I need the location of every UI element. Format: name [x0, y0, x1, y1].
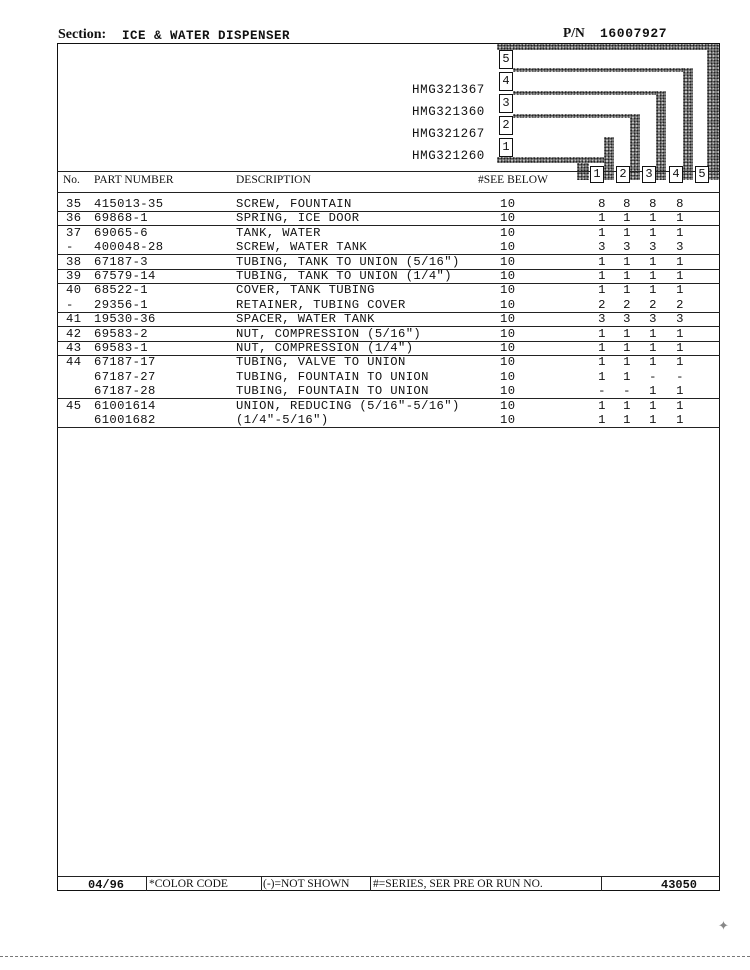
- header-no: No.: [63, 174, 80, 186]
- row-part-number: 29356-1: [94, 298, 148, 312]
- row-qty-col-2: 1: [623, 341, 631, 355]
- row-see-below: 10: [500, 298, 516, 312]
- row-description: NUT, COMPRESSION (5/16"): [236, 327, 422, 341]
- footer-not-shown: (-)=NOT SHOWN: [263, 878, 350, 890]
- row-description: NUT, COMPRESSION (1/4"): [236, 341, 414, 355]
- part-number-value: 16007927: [600, 26, 668, 41]
- row-item-number: 42: [66, 327, 82, 341]
- row-part-number: 69583-2: [94, 327, 148, 341]
- row-qty-col-4: 3: [676, 240, 684, 254]
- row-qty-col-1: 3: [598, 312, 606, 326]
- row-qty-col-3: 1: [649, 269, 657, 283]
- table-row: [0, 226, 750, 240]
- row-qty-col-2: 1: [623, 355, 631, 369]
- row-qty-col-1: 1: [598, 226, 606, 240]
- row-qty-col-3: 1: [649, 413, 657, 427]
- bottom-edge: [0, 956, 750, 957]
- header-see-below: #SEE BELOW: [478, 174, 548, 186]
- row-qty-col-3: 3: [649, 240, 657, 254]
- col-box-3: 3: [642, 166, 656, 183]
- row-qty-col-3: 1: [649, 327, 657, 341]
- row-qty-col-3: 1: [649, 355, 657, 369]
- section-label: Section:: [58, 27, 107, 42]
- table-row: [0, 312, 750, 326]
- row-see-below: 10: [500, 413, 516, 427]
- row-item-number: -: [66, 240, 74, 254]
- row-qty-col-2: 1: [623, 327, 631, 341]
- table-row: [0, 327, 750, 341]
- row-qty-col-1: 1: [598, 413, 606, 427]
- row-description: TUBING, TANK TO UNION (1/4"): [236, 269, 452, 283]
- row-qty-col-3: 8: [649, 197, 657, 211]
- table-row: [0, 384, 750, 398]
- row-qty-col-2: 1: [623, 226, 631, 240]
- row-description: COVER, TANK TUBING: [236, 283, 375, 297]
- row-qty-col-2: 1: [623, 269, 631, 283]
- scan-mark: ✦: [718, 918, 729, 933]
- row-qty-col-1: 3: [598, 240, 606, 254]
- row-see-below: 10: [500, 341, 516, 355]
- row-item-number: 44: [66, 355, 82, 369]
- row-qty-col-1: -: [598, 384, 606, 398]
- row-qty-col-1: 1: [598, 327, 606, 341]
- row-part-number: 69065-6: [94, 226, 148, 240]
- row-item-number: 38: [66, 255, 82, 269]
- row-qty-col-4: 1: [676, 255, 684, 269]
- row-qty-col-4: 1: [676, 327, 684, 341]
- row-part-number: 69868-1: [94, 211, 148, 225]
- row-item-number: -: [66, 298, 74, 312]
- row-description: TANK, WATER: [236, 226, 321, 240]
- model-box-2: 2: [499, 116, 513, 135]
- col-box-4: 4: [669, 166, 683, 183]
- row-qty-col-2: 1: [623, 399, 631, 413]
- footer-divider-1: [146, 876, 147, 891]
- row-item-number: 39: [66, 269, 82, 283]
- row-qty-col-4: 1: [676, 341, 684, 355]
- footer-date: 04/96: [88, 878, 125, 892]
- model-band-2-h: [513, 114, 639, 118]
- row-see-below: 10: [500, 240, 516, 254]
- footer-rule: [57, 876, 720, 877]
- table-row: [0, 370, 750, 384]
- footer-divider-4: [601, 876, 602, 891]
- row-part-number: 67187-27: [94, 370, 156, 384]
- model-band-5: [707, 44, 719, 180]
- row-description: TUBING, TANK TO UNION (5/16"): [236, 255, 460, 269]
- row-see-below: 10: [500, 355, 516, 369]
- table-row: [0, 283, 750, 297]
- row-item-number: 45: [66, 399, 82, 413]
- row-qty-col-4: 8: [676, 197, 684, 211]
- row-description: UNION, REDUCING (5/16"-5/16"): [236, 399, 460, 413]
- model-band-3-h: [513, 91, 665, 95]
- model-band-1: [604, 137, 614, 180]
- row-qty-col-1: 1: [598, 283, 606, 297]
- table-row: [0, 298, 750, 312]
- row-qty-col-3: 3: [649, 312, 657, 326]
- row-part-number: 415013-35: [94, 197, 164, 211]
- row-qty-col-4: 1: [676, 399, 684, 413]
- row-description: TUBING, FOUNTAIN TO UNION: [236, 370, 429, 384]
- row-see-below: 10: [500, 370, 516, 384]
- model-box-1: 1: [499, 138, 513, 157]
- row-qty-col-2: 3: [623, 312, 631, 326]
- row-item-number: 35: [66, 197, 82, 211]
- row-see-below: 10: [500, 384, 516, 398]
- row-qty-col-2: 1: [623, 413, 631, 427]
- row-qty-col-2: -: [623, 384, 631, 398]
- col-box-1: 1: [590, 166, 604, 183]
- row-qty-col-4: 1: [676, 413, 684, 427]
- header-part-number: PART NUMBER: [94, 174, 174, 186]
- footer-page-number: 43050: [661, 878, 698, 892]
- row-see-below: 10: [500, 283, 516, 297]
- row-qty-col-2: 1: [623, 255, 631, 269]
- row-description: TUBING, FOUNTAIN TO UNION: [236, 384, 429, 398]
- row-qty-col-1: 1: [598, 269, 606, 283]
- row-qty-col-2: 2: [623, 298, 631, 312]
- row-see-below: 10: [500, 269, 516, 283]
- row-qty-col-4: 1: [676, 269, 684, 283]
- footer-divider-2: [261, 876, 262, 891]
- table-row: [0, 399, 750, 413]
- row-description: SPRING, ICE DOOR: [236, 211, 360, 225]
- row-see-below: 10: [500, 327, 516, 341]
- table-row: [0, 269, 750, 283]
- row-qty-col-2: 1: [623, 370, 631, 384]
- row-see-below: 10: [500, 226, 516, 240]
- row-qty-col-3: 1: [649, 341, 657, 355]
- row-see-below: 10: [500, 312, 516, 326]
- row-item-number: 43: [66, 341, 82, 355]
- row-part-number: 67187-3: [94, 255, 148, 269]
- row-qty-col-1: 8: [598, 197, 606, 211]
- row-qty-col-1: 1: [598, 341, 606, 355]
- table-row: [0, 197, 750, 211]
- model-name-1: HMG321260: [412, 149, 485, 163]
- model-name-2: HMG321267: [412, 127, 485, 141]
- col-box-2: 2: [616, 166, 630, 183]
- model-box-5: 5: [499, 50, 513, 69]
- row-qty-col-4: 1: [676, 226, 684, 240]
- row-see-below: 10: [500, 255, 516, 269]
- row-qty-col-1: 1: [598, 255, 606, 269]
- row-qty-col-3: 1: [649, 283, 657, 297]
- row-qty-col-4: 1: [676, 384, 684, 398]
- row-qty-col-4: -: [676, 370, 684, 384]
- model-band-3: [656, 91, 666, 180]
- model-band-4: [683, 68, 693, 180]
- row-description: TUBING, VALVE TO UNION: [236, 355, 406, 369]
- row-see-below: 10: [500, 211, 516, 225]
- row-part-number: 67187-28: [94, 384, 156, 398]
- table-row: [0, 341, 750, 355]
- row-part-number: 68522-1: [94, 283, 148, 297]
- header-bottom-rule: [57, 192, 720, 193]
- row-item-number: 36: [66, 211, 82, 225]
- row-qty-col-2: 3: [623, 240, 631, 254]
- row-description: (1/4"-5/16"): [236, 413, 329, 427]
- row-qty-col-2: 8: [623, 197, 631, 211]
- model-name-4: HMG321367: [412, 83, 485, 97]
- row-see-below: 10: [500, 399, 516, 413]
- row-qty-col-3: 1: [649, 211, 657, 225]
- model-band-4-h: [513, 68, 691, 72]
- row-part-number: 19530-36: [94, 312, 156, 326]
- model-box-4: 4: [499, 72, 513, 91]
- row-qty-col-4: 1: [676, 355, 684, 369]
- row-part-number: 67579-14: [94, 269, 156, 283]
- section-title: ICE & WATER DISPENSER: [122, 29, 291, 43]
- row-item-number: 40: [66, 283, 82, 297]
- part-number-label: P/N: [563, 25, 585, 40]
- row-qty-col-3: 1: [649, 255, 657, 269]
- row-qty-col-1: 1: [598, 370, 606, 384]
- row-qty-col-4: 2: [676, 298, 684, 312]
- model-box-3: 3: [499, 94, 513, 113]
- table-row: [0, 413, 750, 427]
- row-description: SPACER, WATER TANK: [236, 312, 375, 326]
- footer-color-code: *COLOR CODE: [149, 878, 228, 890]
- footer-divider-3: [370, 876, 371, 891]
- row-qty-col-2: 1: [623, 211, 631, 225]
- row-qty-col-3: 1: [649, 399, 657, 413]
- model-name-3: HMG321360: [412, 105, 485, 119]
- model-band-1-h: [497, 157, 613, 163]
- row-qty-col-1: 2: [598, 298, 606, 312]
- table-row: [0, 240, 750, 254]
- row-qty-col-4: 1: [676, 283, 684, 297]
- row-rule: [57, 427, 720, 428]
- row-part-number: 69583-1: [94, 341, 148, 355]
- row-part-number: 61001614: [94, 399, 156, 413]
- row-see-below: 10: [500, 197, 516, 211]
- row-qty-col-3: 1: [649, 226, 657, 240]
- row-qty-col-1: 1: [598, 211, 606, 225]
- row-part-number: 400048-28: [94, 240, 164, 254]
- model-band-top: [497, 44, 719, 50]
- table-row: [0, 355, 750, 369]
- row-qty-col-2: 1: [623, 283, 631, 297]
- row-qty-col-3: -: [649, 370, 657, 384]
- row-item-number: 41: [66, 312, 82, 326]
- header-description: DESCRIPTION: [236, 174, 311, 186]
- row-item-number: 37: [66, 226, 82, 240]
- table-row: [0, 255, 750, 269]
- col-box-5: 5: [695, 166, 709, 183]
- row-description: SCREW, FOUNTAIN: [236, 197, 352, 211]
- row-qty-col-3: 1: [649, 384, 657, 398]
- table-row: [0, 211, 750, 225]
- row-qty-col-1: 1: [598, 355, 606, 369]
- row-qty-col-1: 1: [598, 399, 606, 413]
- row-qty-col-4: 1: [676, 211, 684, 225]
- row-part-number: 67187-17: [94, 355, 156, 369]
- row-qty-col-3: 2: [649, 298, 657, 312]
- row-description: SCREW, WATER TANK: [236, 240, 368, 254]
- row-description: RETAINER, TUBING COVER: [236, 298, 406, 312]
- row-part-number: 61001682: [94, 413, 156, 427]
- footer-series: #=SERIES, SER PRE OR RUN NO.: [373, 878, 543, 890]
- row-qty-col-4: 3: [676, 312, 684, 326]
